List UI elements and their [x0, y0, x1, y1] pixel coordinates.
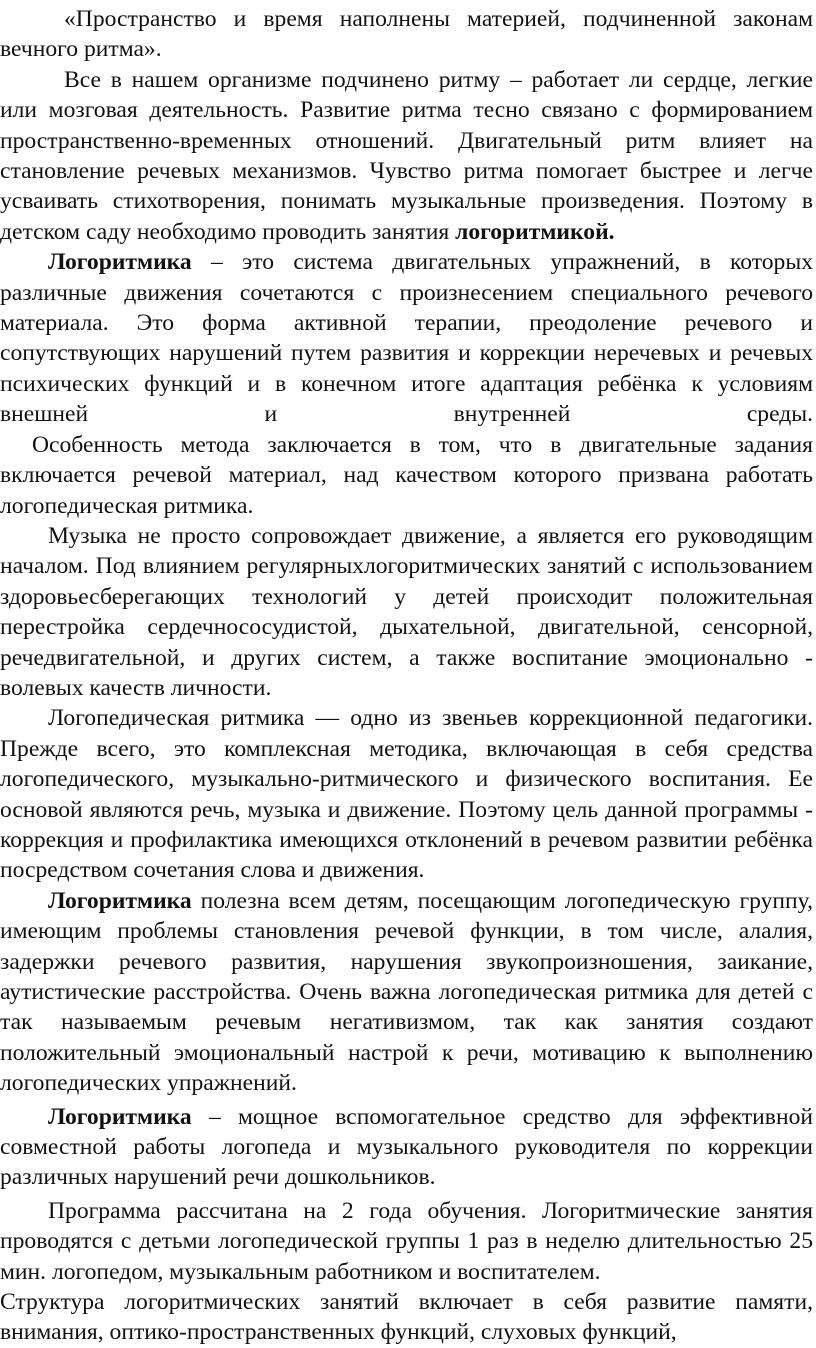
paragraph-text: полезна всем детям, посещающим логопедическую группу, имеющим проблемы становления речевой функции, в том числе, алалия, задержки речевого развития, нарушения звукопроизношения, заикание, аутистические расстройства. Очень важна логопедическая ритмика для детей с так называемым речевым негативизмом, так как занятия создают положительный эмоциональный настрой к речи, мотивацию к выполнению логопедических упражнений.	[0, 887, 813, 1097]
paragraph-epigraph: «Пространство и время наполнены материей, подчиненной законам вечного ритма».	[0, 6, 813, 63]
paragraph-benefits	[0, 886, 813, 1099]
bold-term: Логоритмика	[48, 249, 192, 276]
paragraph-text: Все в нашем организме подчинено ритму – работает ли сердце, легкие или мозговая деятельность. Развитие ритма тесно связано с формированием пространственно-временных отношений. Двигательный ритм влияет на становление речевых механизмов. Чувство ритма помогает быстрее и легче усваивать стихотворения, понимать музыкальные произведения. Поэтому в детском саду необходимо проводить занятия	[0, 66, 813, 245]
paragraph-structure: Структура логоритмических занятий включает в себя развитие памяти, внимания, оптико-пространственных функций, слуховых функций,	[0, 1289, 813, 1346]
bold-term: Логоритмика	[48, 887, 192, 914]
paragraph-text: – мощное вспомогательное средство для эффективной совместной работы логопеда и музыкального руководителя по коррекции различных нарушений речи дошкольников.	[0, 1103, 813, 1191]
paragraph-music: Музыка не просто сопровождает движение, а является его руководящим началом. Под влиянием регулярныхлогоритмических занятий с использованием здоровьесберегающих технологий у детей происходит положительная перестройка сердечнососудистой, дыхательной, двигательной, сенсорной, речедвигательной, и других систем, а также воспитание эмоционально - волевых качеств личности.	[0, 522, 813, 701]
paragraph-program-duration: Программа рассчитана на 2 года обучения. Логоритмические занятия проводятся с детьми логопедической группы 1 раз в неделю длительностью 25 мин. логопедом, музыкальным работником и воспитателем.	[0, 1197, 813, 1285]
document-page	[0, 4, 813, 1348]
bold-term: Логоритмика	[48, 1103, 192, 1130]
paragraph-speech-therapy-rhythm: Логопедическая ритмика — одно из звеньев коррекционной педагогики. Прежде всего, это комплексная методика, включающая в себя средства логопедического, музыкально-ритмического и физического воспитания. Ее основой являются речь, музыка и движение. Поэтому цель данной программы - коррекция и профилактика имеющихся отклонений в речевом развитии ребёнка посредством сочетания слова и движения.	[0, 705, 813, 884]
bold-term: логоритмикой.	[455, 218, 615, 245]
paragraph-logorhythmics-definition	[0, 247, 813, 429]
paragraph-method-feature: Особенность метода заключается в том, что в двигательные задания включается речевой материал, над качеством которого призвана работать логопедическая ритмика.	[0, 431, 813, 519]
paragraph-rhythm-intro	[0, 65, 813, 247]
paragraph-text: – это система двигательных упражнений, в которых различные движения сочетаются с произнесением специального речевого материала. Это форма активной терапии, преодоление речевого и сопутствующих нарушений путем развития и коррекции неречевых и речевых психических функций и в конечном итоге адаптация ребёнка к условиям внешней и внутренней среды.	[0, 249, 813, 428]
paragraph-support-tool	[0, 1102, 813, 1193]
